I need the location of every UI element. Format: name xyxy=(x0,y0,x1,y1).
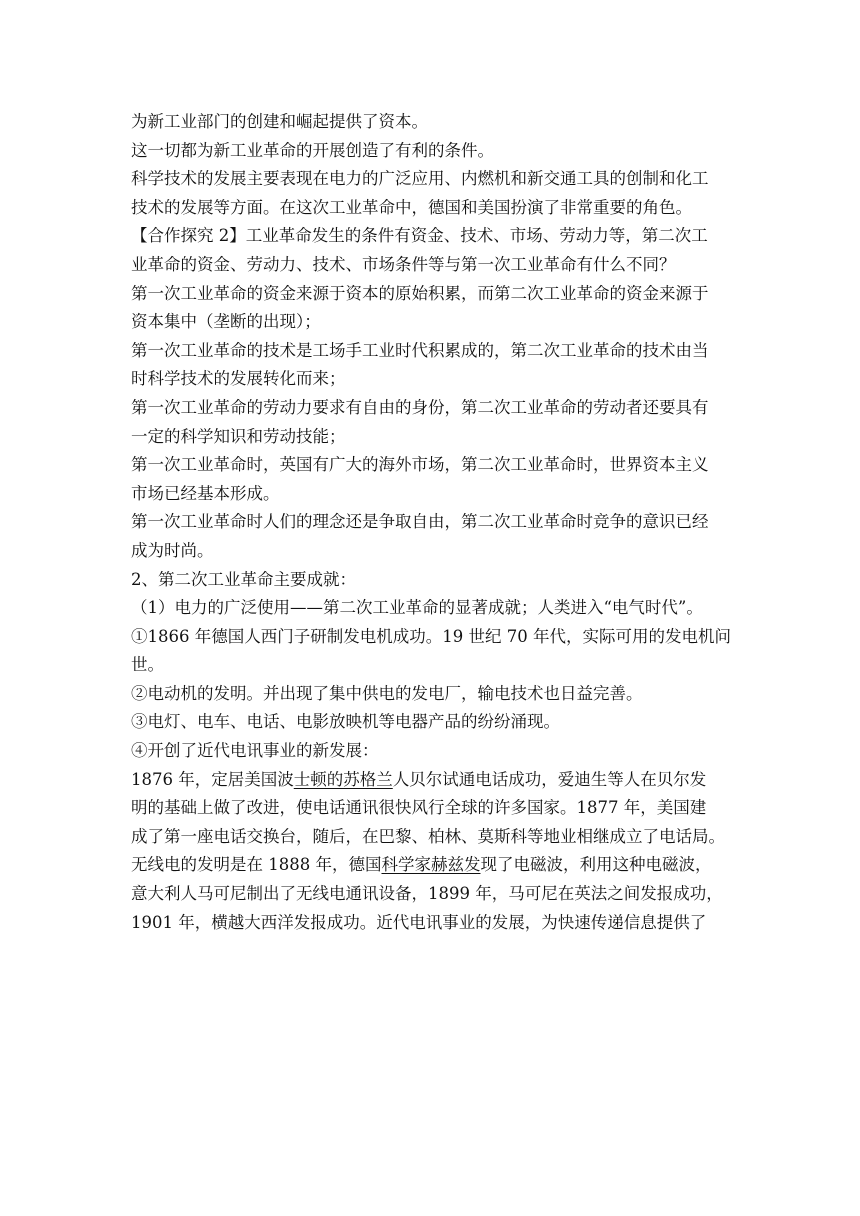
text-line: 为新工业部门的创建和崛起提供了资本。 xyxy=(131,112,428,131)
text-line: 【合作探究 2】工业革命发生的条件有资金、技术、市场、劳动力等，第二次工 xyxy=(131,226,708,246)
text-line-with-link xyxy=(131,766,732,795)
text-line: 这一切都为新工业革命的开展创造了有利的条件。 xyxy=(131,140,494,160)
text-line: 成了第一座电话交换台，随后，在巴黎、柏林、莫斯科等地业相继成立了电话局。 xyxy=(131,826,725,846)
text-segment: 无线电的发明是在 1888 年，德国 xyxy=(131,855,382,875)
text-line: 第一次工业革命时人们的理念还是争取自由，第二次工业革命时竞争的意识已经 xyxy=(131,512,709,532)
text-line: ②电动机的发明。并出现了集中供电的发电厂，输电技术也日益完善。 xyxy=(131,683,643,703)
text-line: 明的基础上做了改进，使电话通讯很快风行全球的许多国家。1877 年，美国建 xyxy=(131,798,707,818)
text-line: 第一次工业革命时，英国有广大的海外市场，第二次工业革命时，世界资本主义 xyxy=(131,455,709,475)
text-line: 第一次工业革命的技术是工场手工业时代积累成的，第二次工业革命的技术由当 xyxy=(131,340,709,360)
document-body xyxy=(131,108,732,937)
text-line: ④开创了近代电讯事业的新发展： xyxy=(131,741,379,761)
text-line: 业革命的资金、劳动力、技术、市场条件等与第一次工业革命有什么不同？ xyxy=(131,254,676,274)
text-segment: 人贝尔试通电话成功，爱迪生等人在贝尔发 xyxy=(392,769,707,789)
text-line: ③电灯、电车、电话、电影放映机等电器产品的纷纷涌现。 xyxy=(131,712,560,732)
text-line: 资本集中（垄断的出现）； xyxy=(131,312,321,332)
underlined-text: 士顿的苏格兰 xyxy=(293,769,393,789)
text-line: 第一次工业革命的资金来源于资本的原始积累，而第二次工业革命的资金来源于 xyxy=(131,283,709,303)
text-line: 科学技术的发展主要表现在电力的广泛应用、内燃机和新交通工具的创制和化工 xyxy=(131,169,709,189)
underlined-text: 科学家赫兹发 xyxy=(381,855,481,875)
section-heading: 2、第二次工业革命主要成就： xyxy=(131,569,356,589)
text-line: ①1866 年德国人西门子研制发电机成功。19 世纪 70 年代，实际可用的发电机问 xyxy=(131,626,731,646)
text-line: 市场已经基本形成。 xyxy=(131,483,280,503)
text-line: 世。 xyxy=(131,655,164,675)
text-line: 一定的科学知识和劳动技能； xyxy=(131,426,346,446)
text-segment: 现了电磁波，利用这种电磁波， xyxy=(480,855,712,875)
text-line: 时科学技术的发展转化而来； xyxy=(131,369,346,389)
text-line: 1901 年，横越大西洋发报成功。近代电讯事业的发展，为快速传递信息提供了 xyxy=(131,912,707,932)
sub-heading: （1）电力的广泛使用——第二次工业革命的显著成就；人类进入“电气时代”。 xyxy=(131,598,703,618)
text-line: 意大利人马可尼制出了无线电通讯设备，1899 年，马可尼在英法之间发报成功， xyxy=(131,884,723,904)
text-line: 技术的发展等方面。在这次工业革命中，德国和美国扮演了非常重要的角色。 xyxy=(131,197,692,217)
text-line: 成为时尚。 xyxy=(131,540,214,560)
text-segment: 1876 年，定居美国波 xyxy=(131,769,294,789)
text-line-with-link xyxy=(131,851,732,880)
text-line: 第一次工业革命的劳动力要求有自由的身份，第二次工业革命的劳动者还要具有 xyxy=(131,397,709,417)
